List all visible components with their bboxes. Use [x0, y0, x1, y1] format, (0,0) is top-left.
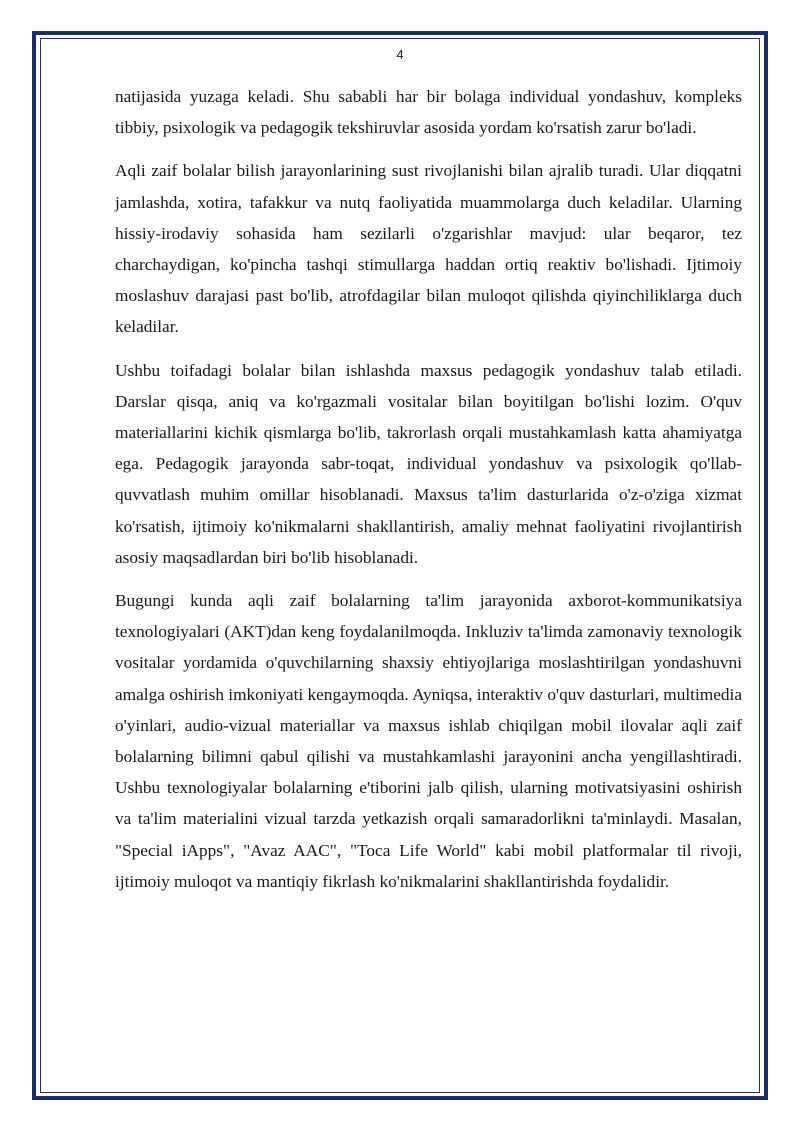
- document-body: [115, 81, 742, 909]
- paragraph: Bugungi kunda aqli zaif bolalarning ta'lim jarayonida axborot-kommunikatsiya texnologiyalari (AKT)dan keng foydalanilmoqda. Inkluziv ta'limda zamonaviy texnologik vositalar yordamida o'quvchilarning shaxsiy ehtiyojlariga moslashtirilgan yondashuvni amalga oshirish imkoniyati kengaymoqda. Ayniqsa, interaktiv o'quv dasturlari, multimedia o'yinlari, audio-vizual materiallar va maxsus ishlab chiqilgan mobil ilovalar aqli zaif bolalarning bilimni qabul qilishi va mustahkamlashi jarayonini ancha yengillashtiradi. Ushbu texnologiyalar bolalarning e'tiborini jalb qilish, ularning motivatsiyasini oshirish va ta'lim materialini vizual tarzda yetkazish orqali samaradorlikni ta'minlaydi. Masalan, "Special iApps", "Avaz AAC", "Toca Life World" kabi mobil platformalar til rivoji, ijtimoiy muloqot va mantiqiy fikrlash ko'nikmalarini shakllantirishda foydalidir.: [115, 591, 742, 891]
- page-number: 4: [396, 47, 404, 62]
- paragraph: natijasida yuzaga keladi. Shu sababli har bir bolaga individual yondashuv, kompleks tibbiy, psixologik va pedagogik tekshiruvlar asosida yordam ko'rsatish zarur bo'ladi.: [115, 87, 742, 138]
- paragraph: Aqli zaif bolalar bilish jarayonlarining sust rivojlanishi bilan ajralib turadi. Ular diqqatni jamlashda, xotira, tafakkur va nutq faoliyatida muammolarga duch keladilar. Ularning hissiy-irodaviy sohasida ham sezilarli o'zgarishlar mavjud: ular beqaror, tez charchaydigan, ko'pincha tashqi stimullarga haddan ortiq reaktiv bo'lishadi. Ijtimoiy moslashuv darajasi past bo'lib, atrofdagilar bilan muloqot qilishda qiyinchiliklarga duch keladilar.: [115, 161, 742, 337]
- paragraph: Ushbu toifadagi bolalar bilan ishlashda maxsus pedagogik yondashuv talab etiladi. Darslar qisqa, aniq va ko'rgazmali vositalar bilan boyitilgan bo'lishi lozim. O'quv materiallarini kichik qismlarga bo'lib, takrorlash orqali mustahkamlash katta ahamiyatga ega. Pedagogik jarayonda sabr-toqat, individual yondashuv va psixologik qo'llab-quvvatlash muhim omillar hisoblanadi. Maxsus ta'lim dasturlarida o'z-o'ziga xizmat ko'rsatish, ijtimoiy ko'nikmalarni shakllantirish, amaliy mehnat faoliyatini rivojlantirish asosiy maqsadlardan biri bo'lib hisoblanadi.: [115, 360, 742, 567]
